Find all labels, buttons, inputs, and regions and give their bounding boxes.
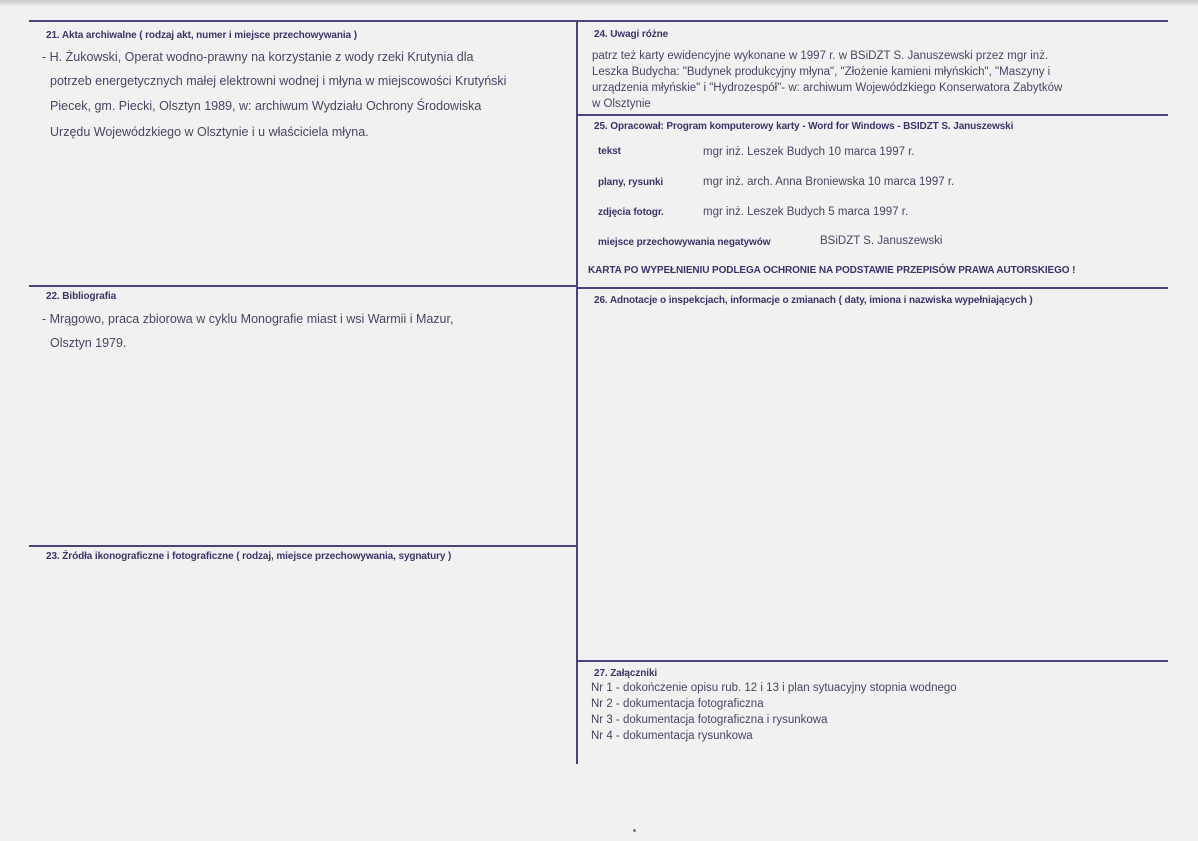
attachment-3: Nr 3 - dokumentacja fotograficzna i rysunkowa	[591, 714, 828, 726]
row-value-tekst: mgr inż. Leszek Budych 10 marca 1997 r.	[703, 146, 915, 158]
paper-mark	[633, 829, 636, 832]
section-24-line-1: patrz też karty ewidencyjne wykonane w 1997 r. w BSiDZT S. Januszewski przez mgr inż.	[592, 50, 1049, 62]
section-25-title: 25. Opracował: Program komputerowy karty - Word for Windows - BSIDZT S. Januszewski	[594, 121, 1014, 132]
section-21-line-3: Piecek, gm. Piecki, Olsztyn 1989, w: archiwum Wydziału Ochrony Środowiska	[50, 99, 482, 113]
attachment-1: Nr 1 - dokończenie opisu rub. 12 i 13 i plan sytuacyjny stopnia wodnego	[591, 682, 957, 694]
attachment-2: Nr 2 - dokumentacja fotograficzna	[591, 698, 764, 710]
section-22-title: 22. Bibliografia	[46, 291, 117, 302]
section-21-line-4: Urzędu Wojewódzkiego w Olsztynie i u właściciela młyna.	[50, 125, 369, 139]
rule-25	[577, 114, 1168, 116]
copyright-notice: KARTA PO WYPEŁNIENIU PODLEGA OCHRONIE NA PODSTAWIE PRZEPISÓW PRAWA AUTORSKIEGO !	[588, 265, 1076, 276]
row-label-plany: plany, rysunki	[598, 177, 664, 188]
rule-23	[29, 545, 577, 547]
center-divider	[576, 20, 578, 764]
row-label-tekst: tekst	[598, 146, 621, 157]
section-24-title: 24. Uwagi różne	[594, 29, 669, 40]
row-value-zdjecia: mgr inż. Leszek Budych 5 marca 1997 r.	[703, 206, 909, 218]
row-label-negatywy: miejsce przechowywania negatywów	[598, 237, 771, 248]
top-rule	[29, 20, 1168, 22]
rule-26	[577, 287, 1168, 289]
section-21-line-1: - H. Żukowski, Operat wodno-prawny na korzystanie z wody rzeki Krutynia dla	[42, 50, 474, 64]
top-edge	[0, 0, 1198, 6]
section-22-line-1: - Mrągowo, praca zbiorowa w cyklu Monografie miast i wsi Warmii i Mazur,	[42, 312, 454, 326]
row-value-negatywy: BSiDZT S. Januszewski	[820, 235, 943, 247]
rule-27	[577, 660, 1168, 662]
section-23-title: 23. Źródła ikonograficzne i fotograficzne ( rodzaj, miejsce przechowywania, sygnatury )	[46, 551, 452, 562]
section-24-line-4: w Olsztynie	[592, 98, 651, 110]
attachment-4: Nr 4 - dokumentacja rysunkowa	[591, 730, 753, 742]
section-22-line-2: Olsztyn 1979.	[50, 336, 127, 350]
row-value-plany: mgr inż. arch. Anna Broniewska 10 marca 1997 r.	[703, 176, 955, 188]
section-24-line-3: urządzenia młyńskie" i "Hydrozespół"- w: archiwum Wojewódzkiego Konserwatora Zabytków	[592, 82, 1063, 94]
section-24-line-2: Leszka Budycha: "Budynek produkcyjny młyna", "Złożenie kamieni młyńskich", "Maszyny i	[592, 66, 1051, 78]
section-27-title: 27. Załączniki	[594, 668, 658, 679]
section-21-line-2: potrzeb energetycznych małej elektrowni wodnej i młyna w miejscowości Krutyński	[50, 74, 507, 88]
section-21-title: 21. Akta archiwalne ( rodzaj akt, numer i miejsce przechowywania )	[46, 30, 357, 41]
rule-22	[29, 285, 577, 287]
section-26-title: 26. Adnotacje o inspekcjach, informacje o zmianach ( daty, imiona i nazwiska wypełniających )	[594, 295, 1033, 306]
row-label-zdjecia: zdjęcia fotogr.	[598, 207, 664, 218]
